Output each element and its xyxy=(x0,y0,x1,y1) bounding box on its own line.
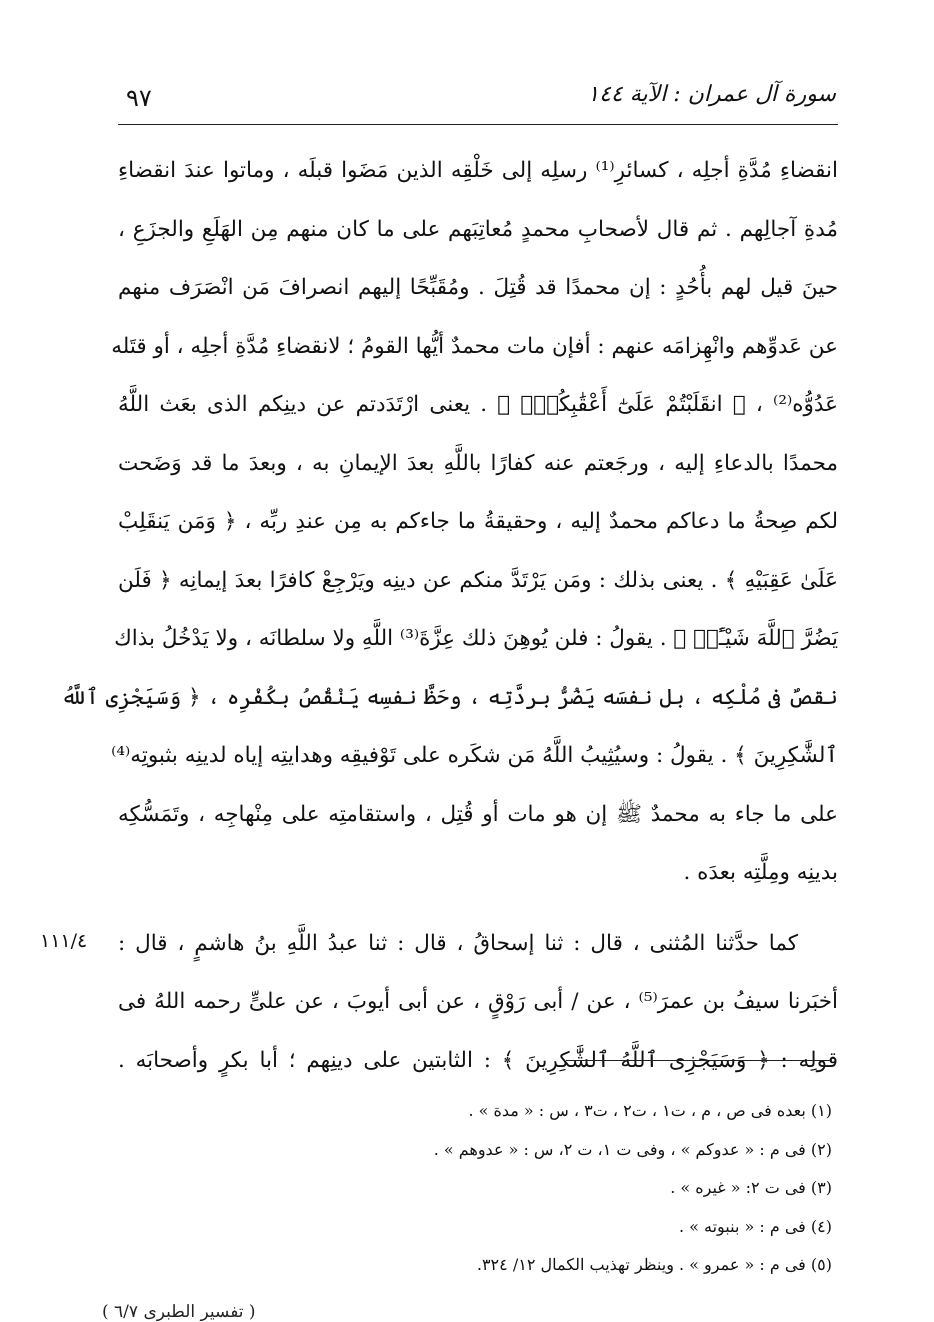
text-line: نقصٌ فى مُلْكِه ، بل نفسَه يَضُرُّ بردَّتِه ، وحَظَّ نفسِه يَنْقُصُ بكُفْرِه ، ﴿ وَسَيَجْزِى ٱللَّهُ xyxy=(60,684,838,710)
running-title: سورة آل عمران : الآية ١٤٤ xyxy=(587,82,836,107)
footnote: (٣) فى ت ٢: « غيره » . xyxy=(670,1178,832,1197)
text-line: قولِه : ﴿ وَسَيَجْزِى ٱللَّهُ ٱلشَّٰكِرِينَ ﴾ : الثابتين على دينِهم ؛ أبا بكرٍ وأصحابَه . xyxy=(118,1047,838,1073)
text-line: محمدًا بالدعاءِ إليه ، ورجَعتم عنه كفارًا باللَّهِ بعدَ الإيمانِ به ، وبعدَ ما قد وَضَحت xyxy=(118,450,838,476)
text-line: بدينِه ومِلَّتِه بعدَه . xyxy=(683,860,838,885)
text-line: ٱلشَّٰكِرِينَ ﴾ . يقولُ : وسيُثِيبُ اللَّهُ مَن شكَره على تَوْفيقِه وهدايتِه إياه لدينِه بثبوتِه⁽⁴⁾ xyxy=(111,743,838,768)
text-line: على ما جاء به محمدٌ ﷺ إن هو مات أو قُتِل ، واستقامتِه على مِنْهاجِه ، وتَمَسُّكِه xyxy=(118,801,838,827)
page-number: ٩٧ xyxy=(126,84,152,112)
footnote: (١) بعده فى ص ، م ، ت١ ، ت٢ ، ت٣ ، س : « مدة » . xyxy=(468,1101,832,1120)
footnote-divider xyxy=(566,1060,832,1061)
text-line: عن عَدوِّهم وانْهِزامَه عنهم : أفإن مات محمدٌ أيُّها القومُ ؛ لانقضاءِ مُدَّةِ أجلِه ، أو قتَله xyxy=(111,333,838,359)
source-reference: ( تفسير الطبرى ٦/٧ ) xyxy=(102,1302,256,1322)
text-line: مُدةِ آجالِهم . ثم قال لأصحابِ محمدٍ مُعاتِبَهم على ما كان منهم مِن الهَلَعِ والجزَعِ ، xyxy=(118,216,838,242)
footnote: (٥) فى م : « عمرو » . وينظر تهذيب الكمال ١٢/ ٣٢٤. xyxy=(476,1255,832,1274)
text-line: لكم صِحةُ ما دعاكم محمدٌ إليه ، وحقيقةُ ما جاءكم به مِن عندِ ربِّه ، ﴿ وَمَن يَنقَلِبْ xyxy=(118,509,838,534)
text-line: انقضاءِ مُدَّةِ أجلِه ، كسائرِ⁽¹⁾ رسلِه إلى خَلْقِه الذين مَضَوا قبلَه ، وماتوا عندَ انقضاءِ xyxy=(118,158,838,183)
text-line: حينَ قيل لهم بأُحُدٍ : إن محمدًا قد قُتِلَ . ومُقَبِّحًا إليهم انصرافَ مَن انْصَرَف منهم xyxy=(118,275,838,300)
text-line: عَلَىٰ عَقِبَيْهِ ﴾ . يعنى بذلك : ومَن يَرْتَدَّ منكم عن دينِه ويَرْجِعْ كافرًا بعدَ إيمانِه ﴿ فَلَن xyxy=(118,567,838,593)
footnote: (٢) فى م : « عدوكم » ، وفى ت ١، ت ٢، س : « عدوهم » . xyxy=(433,1139,832,1159)
footnote: (٤) فى م : « بنبوته » . xyxy=(678,1216,832,1236)
text-line: كما حدَّثنا المُثنى ، قال : ثنا إسحاقُ ، قال : ثنا عبدُ اللَّهِ بنُ هاشمٍ ، قال : xyxy=(118,930,798,956)
text-line: عَدُوُّه⁽²⁾ ، ﴿ انقَلَبْتُمْ عَلَىٰٓ أَعْقَٰبِكُمْۚ ﴾ . يعنى ارْتَدَدتم عن دينِكم الذى بعَث اللَّهُ xyxy=(118,392,838,417)
margin-reference: ١١١/٤ xyxy=(40,930,88,952)
footnotes xyxy=(380,1092,832,1285)
text-line: أخبَرنا سيفُ بن عمرَ⁽⁵⁾ ، عن / أبى رَوْقٍ ، عن أبى أيوبَ ، عن علىٍّ رحمه اللهُ فى xyxy=(118,989,838,1014)
page-header xyxy=(118,76,838,125)
text-line: يَضُرَّ ٱللَّهَ شَيْـًٔاۗ ﴾ . يقولُ : فلن يُوهِنَ ذلك عِزَّةَ⁽³⁾ اللَّهِ ولا سلطانَه ، ولا يَدْخُلُ بذاك xyxy=(114,626,838,651)
